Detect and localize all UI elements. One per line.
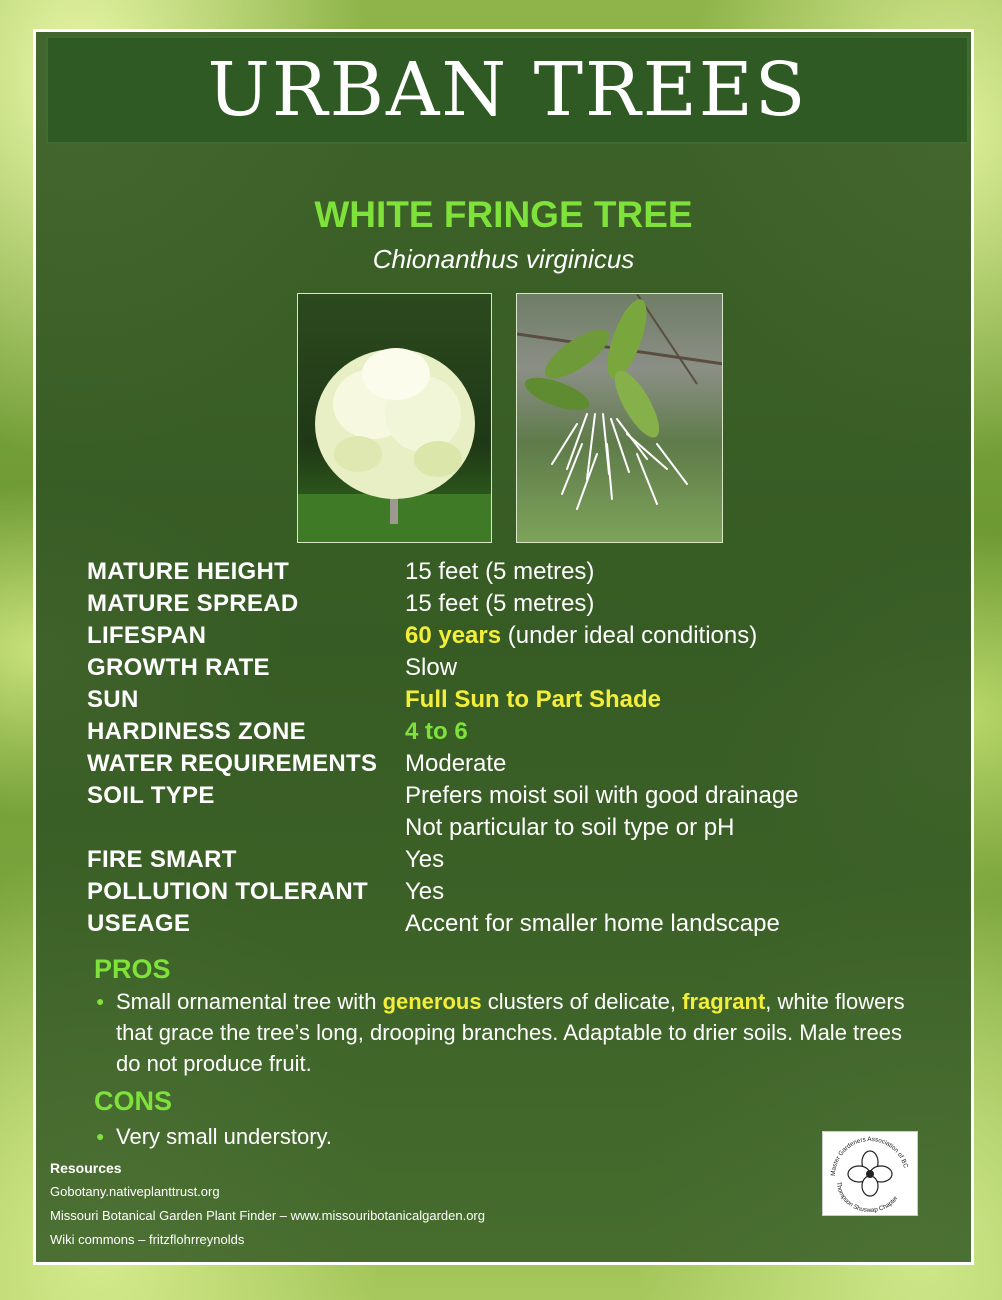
attr-label: SOIL TYPE	[87, 782, 215, 809]
resource-author: fritzflohrreynolds	[148, 1232, 245, 1247]
attr-label: MATURE HEIGHT	[87, 558, 290, 585]
attr-label: MATURE SPREAD	[87, 590, 299, 617]
resources-block	[50, 1156, 485, 1252]
attr-row-pollution	[87, 876, 947, 908]
lifespan-highlight: 60 years	[405, 622, 502, 649]
dogwood-flower-icon	[823, 1132, 917, 1215]
attr-value: 15 feet (5 metres)	[405, 590, 595, 617]
attr-value: Full Sun to Part Shade	[405, 686, 662, 713]
pros-part: , white flowers that grace the tree’s long, drooping branches. Adaptable to drier soils. Male trees do not produce fruit.	[116, 989, 905, 1076]
attr-value: 15 feet (5 metres)	[405, 558, 595, 585]
logo-text-bottom: Thompson Shuswap Chapter	[834, 1181, 900, 1215]
bullet-icon: ●	[96, 993, 105, 1009]
resource-prefix: Wiki commons –	[50, 1232, 149, 1247]
lifespan-note: (under ideal conditions)	[507, 622, 758, 649]
attr-value	[405, 622, 947, 650]
cons-text: Very small understory.	[116, 1124, 333, 1149]
attr-label: FIRE SMART	[87, 846, 237, 873]
attr-value: Moderate	[405, 750, 507, 777]
pros-heading: PROS	[94, 954, 171, 984]
attr-value	[405, 780, 947, 844]
attr-row-lifespan	[87, 620, 947, 652]
attr-label: SUN	[87, 686, 139, 713]
resource-line: Missouri Botanical Garden Plant Finder – www.missouribotanicalgarden.org	[50, 1208, 485, 1223]
pros-highlight-fragrant: fragrant	[682, 989, 766, 1014]
attr-row-fire-smart	[87, 844, 947, 876]
attributes-table	[87, 556, 947, 940]
attr-row-hardiness-zone	[87, 716, 947, 748]
attr-row-mature-height	[87, 556, 947, 588]
soil-line-1: Prefers moist soil with good drainage	[405, 782, 799, 809]
resource-line: Gobotany.nativeplanttrust.org	[50, 1184, 220, 1199]
pros-part: clusters of delicate,	[481, 989, 683, 1014]
attr-label: POLLUTION TOLERANT	[87, 878, 368, 905]
bullet-icon: ●	[96, 1128, 105, 1144]
resource-line	[50, 1228, 485, 1252]
title-banner	[46, 36, 969, 144]
soil-line-2: Not particular to soil type or pH	[405, 814, 735, 841]
flower-illustration	[517, 294, 723, 543]
attr-row-useage	[87, 908, 947, 940]
logo-text-top: Master Gardeners Association of BC	[829, 1135, 910, 1177]
attr-value: Accent for smaller home landscape	[405, 910, 780, 937]
scientific-name: Chionanthus virginicus	[372, 244, 635, 274]
pros-text	[116, 986, 916, 1079]
attr-row-water	[87, 748, 947, 780]
flower-photo	[516, 293, 723, 543]
attr-label: GROWTH RATE	[87, 654, 270, 681]
tree-photo	[297, 293, 492, 543]
tree-illustration	[298, 294, 492, 543]
attr-value: Yes	[405, 878, 445, 905]
pros-item	[96, 986, 916, 1079]
cons-heading: CONS	[94, 1086, 173, 1116]
attr-label: HARDINESS ZONE	[87, 718, 306, 745]
attr-value: Slow	[405, 654, 458, 681]
attr-label: USEAGE	[87, 910, 191, 937]
resources-heading: Resources	[50, 1160, 122, 1176]
attr-row-sun	[87, 684, 947, 716]
attr-row-growth-rate	[87, 652, 947, 684]
attr-label: WATER REQUIREMENTS	[87, 750, 378, 777]
page-title: URBAN TREES	[207, 47, 808, 133]
cons-list	[96, 1121, 916, 1152]
attr-row-soil-type	[87, 780, 947, 844]
pros-part: Small ornamental tree with	[116, 989, 383, 1014]
pros-highlight-generous: generous	[382, 989, 482, 1014]
chapter-logo	[822, 1131, 918, 1216]
pros-list	[96, 986, 916, 1079]
cons-item	[96, 1121, 916, 1152]
attr-value: 4 to 6	[405, 718, 468, 745]
attr-row-mature-spread	[87, 588, 947, 620]
attr-label: LIFESPAN	[87, 622, 207, 649]
common-name: WHITE FRINGE TREE	[314, 194, 693, 235]
attr-value: Yes	[405, 846, 445, 873]
